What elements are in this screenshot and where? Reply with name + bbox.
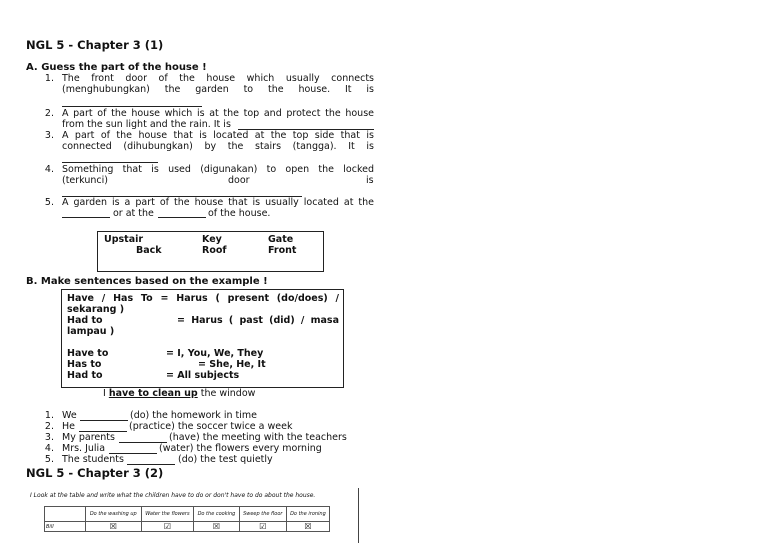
table-row [45, 522, 330, 532]
chores-table [44, 506, 330, 532]
answer-blank[interactable] [62, 106, 202, 107]
section-a-title: A. Guess the part of the house ! [26, 62, 207, 73]
table-header [45, 507, 86, 522]
rule-text: Had to [67, 315, 103, 326]
item-text: (practice) the soccer twice a week [129, 421, 293, 432]
item-number: 5. [44, 454, 54, 465]
item-text: (do) the test quietly [178, 454, 273, 465]
border-line [358, 488, 359, 543]
word-option: Key [202, 234, 222, 245]
checkbox-cell[interactable]: ☑ [239, 522, 286, 532]
page-title: NGL 5 - Chapter 3 (1) [26, 38, 164, 52]
example-verb: have to clean up [108, 388, 198, 399]
item-subject: We [62, 410, 77, 421]
item-number: 3. [44, 432, 54, 443]
item-text: A garden is a part of the house that is usually located at the [62, 197, 374, 208]
item-number: 3. [44, 130, 54, 141]
item-number: 2. [44, 421, 54, 432]
item-number: 2. [44, 108, 54, 119]
item-text: (water) the flowers every morning [159, 443, 322, 454]
checkbox-cell[interactable]: ☑ [141, 522, 194, 532]
instruction-text: I Look at the table and write what the children have to do or don't have to do about the house. [30, 492, 316, 499]
rule-text: = All subjects [166, 370, 240, 381]
rule-text: Have / Has To = Harus ( present (do/does) / [67, 293, 339, 304]
item-number: 4. [44, 164, 54, 175]
table-header: Do the washing up [86, 507, 142, 522]
item-subject: He [62, 421, 75, 432]
rule-text: sekarang ) [67, 304, 125, 315]
item-text: or at the [113, 208, 154, 219]
item-subject: Mrs. Julia [62, 443, 106, 454]
example-sentence [103, 388, 255, 400]
rule-text: lampau ) [67, 326, 115, 337]
answer-blank[interactable] [158, 217, 206, 218]
rule-text: Have to [67, 348, 109, 359]
table-header: Sweep the floor [239, 507, 286, 522]
rule-text: = Harus ( past (did) / masa [177, 315, 339, 326]
item-number: 1. [44, 73, 54, 84]
checkbox-cell[interactable]: ☒ [194, 522, 239, 532]
item-text: (have) the meeting with the teachers [169, 432, 347, 443]
answer-blank[interactable] [80, 420, 128, 421]
word-box [97, 231, 324, 272]
word-option: Back [136, 245, 162, 256]
word-option: Upstair [104, 234, 144, 245]
item-text: Something that is used (digunakan) to open the locked [62, 164, 374, 175]
table-header: Do the ironing [286, 507, 329, 522]
section-b-title: B. Make sentences based on the example ! [26, 276, 268, 287]
rules-box [61, 289, 344, 388]
checkbox-cell[interactable]: ☒ [86, 522, 142, 532]
item-text: (menghubungkan) the garden to the house. It is [62, 84, 374, 95]
rule-text: Has to [67, 359, 102, 370]
table-header: Do the cooking [194, 507, 239, 522]
example-object: the window [200, 388, 256, 399]
item-number: 4. [44, 443, 54, 454]
answer-blank[interactable] [127, 464, 175, 465]
table-header-row [45, 507, 330, 522]
rule-text: = She, He, It [198, 359, 266, 370]
item-text: (do) the homework in time [130, 410, 257, 421]
item-text: door [228, 175, 250, 186]
item-subject: My parents [62, 432, 115, 443]
item-text: connected (dihubungkan) by the stairs (tangga). It is [62, 141, 374, 152]
section-heading: NGL 5 - Chapter 3 (2) [26, 466, 164, 480]
example-subject: I [103, 388, 106, 399]
item-number: 1. [44, 410, 54, 421]
item-text: from the sun light and the rain. It is [62, 119, 231, 130]
answer-blank[interactable] [62, 162, 158, 163]
item-text: (terkunci) [62, 175, 109, 186]
word-option: Gate [268, 234, 294, 245]
rule-text: = I, You, We, They [166, 348, 264, 359]
item-text: A part of the house which is at the top and protect the house [62, 108, 374, 119]
table-header: Water the flowers [141, 507, 194, 522]
word-option: Roof [202, 245, 227, 256]
word-option: Front [268, 245, 297, 256]
checkbox-cell[interactable]: ☒ [286, 522, 329, 532]
answer-blank[interactable] [62, 217, 110, 218]
rule-text: Had to [67, 370, 103, 381]
table-cell: Bill [45, 522, 86, 532]
item-text: A part of the house that is located at the top side that is [62, 130, 374, 141]
item-number: 5. [44, 197, 54, 208]
item-text: of the house. [208, 208, 271, 219]
item-text: is [366, 175, 374, 186]
item-text: The front door of the house which usually connects [62, 73, 374, 84]
item-subject: The students [62, 454, 124, 465]
